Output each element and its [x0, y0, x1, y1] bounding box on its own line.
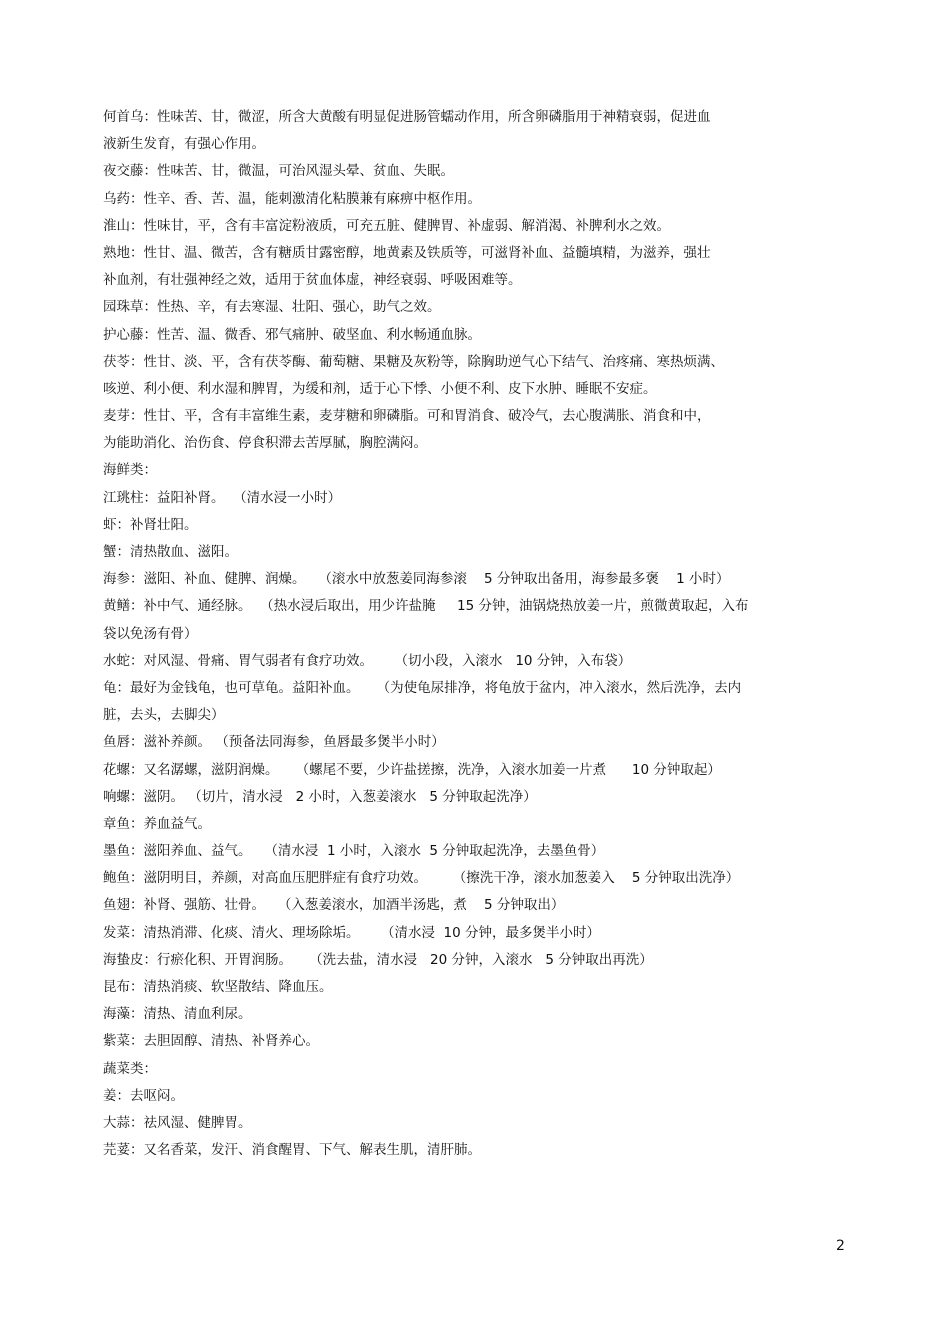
text-line: 花螺：又名潺螺，滋阴润燥。 （螺尾不要，少许盐搓擦，洗净，入滚水加姜一片煮 10 分钟取起） — [103, 761, 721, 778]
text-line: 姜：去呕闷。 — [103, 1087, 184, 1104]
text-line: 鱼翅：补肾、强筋、壮骨。 （入葱姜滚水，加酒半汤匙，煮 5 分钟取出） — [103, 897, 565, 914]
text-line: 咳逆、利小便、利水湿和脾胃，为缓和剂，适于心下悸、小便不利、皮下水肿、睡眠不安症。 — [103, 380, 657, 397]
text-line: 虾：补肾壮阳。 — [103, 516, 198, 533]
text-line: 大蒜：祛风湿、健脾胃。 — [103, 1114, 252, 1131]
text-line: 墨鱼：滋阳养血、益气。 （清水浸 1 小时，入滚水 5 分钟取起洗净，去墨鱼骨） — [103, 843, 605, 860]
text-line: 茯苓：性甘、淡、平，含有茯苓酶、葡萄糖、果糖及灰粉等，除胸助逆气心下结气、治疼痛、寒热烦满、 — [103, 353, 724, 370]
text-line: 昆布：清热消痰、软坚散结、降血压。 — [103, 979, 333, 995]
text-body — [103, 104, 823, 1164]
page-number: 2 — [836, 1238, 845, 1254]
text-line: 芫荽：又名香菜，发汗、消食醒胃、下气、解表生肌，清肝肺。 — [103, 1142, 481, 1159]
text-line: 园珠草：性热、辛，有去寒湿、壮阳、强心，助气之效。 — [103, 299, 441, 316]
text-line: 江珧柱：益阳补肾。 （清水浸一小时） — [103, 489, 342, 506]
text-line: 蟹：清热散血、滋阳。 — [103, 544, 238, 560]
text-line: 补血剂，有壮强神经之效，适用于贫血体虚，神经衰弱、呼吸困难等。 — [103, 272, 522, 289]
text-line: 夜交藤：性味苦、甘，微温，可治风湿头晕、贫血、失眠。 — [103, 163, 454, 180]
text-line: 发菜：清热消滞、化痰、清火、理场除垢。 （清水浸 10 分钟，最多煲半小时） — [103, 924, 601, 941]
text-line: 鲍鱼：滋阴明目，养颜，对高血压肥胖症有食疗功效。 （擦洗干净，滚水加葱姜入 5 分钟取出洗净） — [103, 870, 740, 887]
text-line: 乌药：性辛、香、苦、温，能刺激清化粘膜兼有麻痹中枢作用。 — [103, 190, 481, 207]
section-heading: 蔬菜类： — [103, 1060, 157, 1077]
text-line: 麦芽：性甘、平，含有丰富维生素，麦芽糖和卵磷脂。可和胃消食、破冷气，去心腹满胀、消食和中， — [103, 408, 711, 425]
text-line: 护心藤：性苦、温、微香、邪气痛肿、破坚血、利水畅通血脉。 — [103, 326, 481, 343]
text-line: 脏，去头，去脚尖） — [103, 707, 225, 724]
text-line: 海蛰皮：行瘀化积、开胃润肠。 （洗去盐，清水浸 20 分钟，入滚水 5 分钟取出再洗） — [103, 951, 653, 968]
text-line: 海藻：清热、清血利尿。 — [103, 1006, 252, 1023]
text-line: 黄鳝：补中气、通经脉。 （热水浸后取出，用少许盐腌 15 分钟，油锅烧热放姜一片，煎微黄取起，入布 — [103, 598, 749, 615]
text-line: 何首乌：性味苦、甘，微涩，所含大黄酸有明显促进肠管蠕动作用，所含卵磷脂用于神精衰弱，促进血 — [103, 109, 711, 125]
text-line: 响螺：滋阴。 （切片，清水浸 2 小时，入葱姜滚水 5 分钟取起洗净） — [103, 788, 537, 805]
text-line: 章鱼：养血益气。 — [103, 815, 211, 832]
text-line: 水蛇：对风湿、骨痛、胃气弱者有食疗功效。 （切小段，入滚水 10 分钟，入布袋） — [103, 652, 632, 669]
text-line: 紫菜：去胆固醇、清热、补肾养心。 — [103, 1033, 319, 1050]
text-line: 袋以免汤有骨） — [103, 625, 198, 642]
text-line: 为能助消化、治伤食、停食积滞去苦厚腻，胸腔满闷。 — [103, 435, 427, 452]
text-line: 鱼唇：滋补养颜。 （预备法同海参，鱼唇最多煲半小时） — [103, 734, 445, 751]
text-line: 龟：最好为金钱龟，也可草龟。益阳补血。 （为使龟尿排净，将龟放于盆内，冲入滚水，然后洗净，去内 — [103, 679, 742, 696]
text-line: 熟地：性甘、温、微苦，含有糖质甘露密醇，地黄素及铁质等，可滋肾补血、益髓填精，为滋养，强壮 — [103, 244, 711, 261]
text-line: 液新生发育，有强心作用。 — [103, 136, 265, 153]
text-line: 淮山：性味甘，平，含有丰富淀粉液质，可充五脏、健脾胃、补虚弱、解消渴、补脾利水之效。 — [103, 217, 670, 234]
text-line: 海参：滋阳、补血、健脾、润燥。 （滚水中放葱姜同海参滚 5 分钟取出备用，海参最多褒 1 小时） — [103, 571, 730, 588]
section-heading: 海鲜类： — [103, 462, 157, 479]
